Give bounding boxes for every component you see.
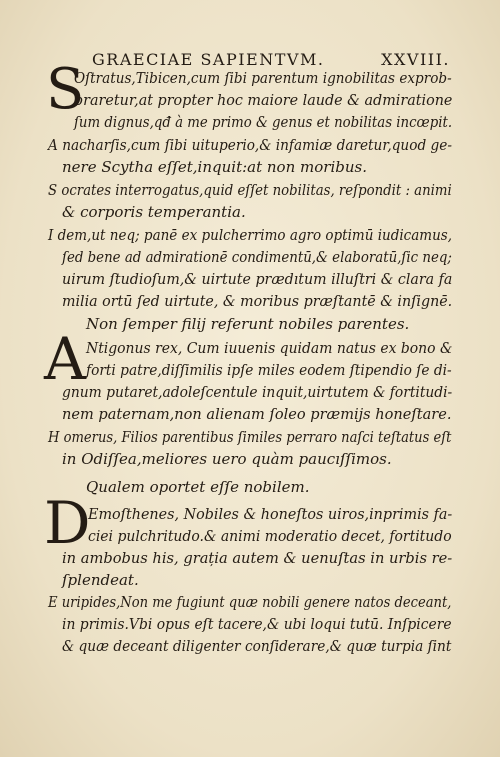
homerus-line-1: H omerus, Filios parentibus ſimiles perraro naſci teſtatus eſt — [48, 428, 452, 446]
dropcap-d: D — [44, 489, 91, 557]
socrates-line-1: S ocrates interrogatus,quid eſſet nobilitas, reſpondit : animi — [48, 181, 452, 199]
running-header — [92, 50, 450, 69]
demosthenes-line-2: ciei pulchritudo.& animi moderatio decet, fortitudo — [88, 527, 452, 545]
demosthenes-line-4: ſplendeat. — [62, 571, 139, 589]
antigonus-line-3: gnum putaret,adoleſcentule inquit,uirtutem & fortitudi- — [62, 383, 453, 401]
idem-line-4: milia ortū ſed uirtute, & moribus præſtantē & inſignē. — [62, 292, 453, 310]
dropcap-s: S — [46, 57, 85, 122]
running-title: GRAECIAE SAPIENTVM. — [92, 50, 325, 69]
idem-line-1: I dem,ut neq; panē ex pulcherrimo agro optimū iudicamus, — [48, 226, 452, 244]
antigonus-line-2: forti patre,diſſimilis ipſe miles eodem ſtipendio ſe di- — [86, 361, 452, 379]
euripides-line-2: in primis.Vbi opus eſt tacere,& ubi loqui tutū. Inſpicere — [62, 615, 452, 633]
dropcap-a: A — [44, 325, 86, 393]
homerus-line-2: in Odiſſea,meliores uero quàm paucıſſimos. — [62, 450, 392, 468]
demosthenes-line-3: in ambobus his, grația autem & uenuſtas in urbis re- — [62, 549, 453, 567]
section-heading-1: Non ſemper filij referunt nobiles parentes. — [86, 315, 410, 333]
demosthenes-line-1: Emoſthenes, Nobiles & honeſtos uiros,inprimis fa- — [88, 505, 453, 523]
anacharsis-line-2: nere Scytha eſſet,inquit:at non moribus. — [62, 158, 367, 176]
idem-line-2: ſed bene ad admirationē condimentū,& elaboratū,ſic neq; — [62, 248, 452, 266]
section-heading-2: Qualem oportet eſſe nobilem. — [86, 478, 310, 496]
antigonus-line-4: nem paternam,non alienam ſoleo præmijs honeſtare. — [62, 405, 452, 423]
socrates-line-2: & corporis temperantia. — [62, 203, 246, 221]
idem-line-3: uirum ſtudioſum,& uirtute prædıtum illuſtri & clara fa — [62, 270, 453, 288]
euripides-line-1: E uripides,Non me fugiunt quæ nobili genere natos deceant, — [48, 593, 452, 611]
page-number: XXVIII. — [381, 50, 450, 69]
anacharsis-line-1: A nacharſis,cum ſibi uituperio,& infamiæ daretur,quod ge- — [48, 136, 452, 154]
stratus-line-1: Oſtratus,Tibicen,cum ſibi parentum ignobilitas exprob- — [74, 69, 452, 87]
euripides-line-3: & quæ deceant diligenter conſiderare,& quæ turpia ſint — [62, 637, 452, 655]
stratus-line-3: ſum dignus,qđ à me primo & genus et nobilitas incœpit. — [74, 113, 453, 131]
antigonus-line-1: Ntigonus rex, Cum iuuenis quidam natus ex bono & — [86, 339, 453, 357]
stratus-line-2: braretur,at propter hoc maiore laude & admiratione — [74, 91, 453, 109]
